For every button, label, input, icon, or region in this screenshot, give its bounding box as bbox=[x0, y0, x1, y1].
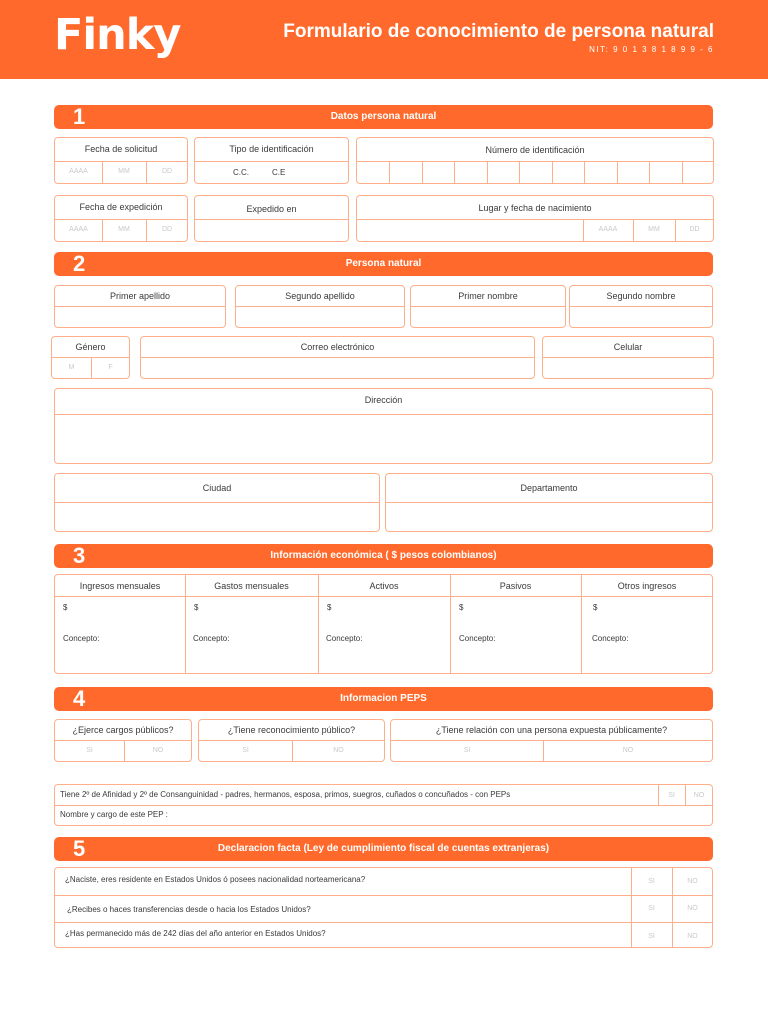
section-title: Informacion PEPS bbox=[340, 693, 427, 704]
facta-q1-no-option[interactable]: NO bbox=[687, 878, 698, 885]
segundo-apellido-field[interactable] bbox=[235, 285, 405, 328]
section-title: Datos persona natural bbox=[330, 111, 437, 122]
field-label: Fecha de expedición bbox=[79, 202, 163, 212]
ingresos-concepto-field[interactable]: Concepto: bbox=[63, 634, 100, 643]
question-label: ¿Ejerce cargos públicos? bbox=[72, 725, 174, 735]
field-label: Primer apellido bbox=[109, 291, 171, 301]
facta-question-3: ¿Has permanecido más de 242 días del año anterior en Estados Unidos? bbox=[65, 929, 326, 938]
question-label: ¿Tiene reconocimiento público? bbox=[227, 725, 356, 735]
no-option[interactable]: NO bbox=[622, 747, 634, 754]
field-label: Género bbox=[75, 342, 106, 352]
fecha-solicitud-field[interactable] bbox=[54, 137, 188, 184]
field-label: Tipo de identificación bbox=[229, 144, 314, 154]
si-option[interactable]: SI bbox=[86, 747, 93, 754]
field-label: Segundo apellido bbox=[285, 291, 355, 301]
primer-apellido-field[interactable] bbox=[54, 285, 226, 328]
field-label: Correo electrónico bbox=[300, 342, 375, 352]
section-number: 3 bbox=[73, 543, 86, 568]
facta-q2-si-option[interactable]: SI bbox=[648, 905, 655, 912]
correo-field[interactable] bbox=[140, 336, 535, 379]
section-4-bar bbox=[54, 687, 713, 711]
option-ce[interactable]: C.E bbox=[272, 168, 286, 177]
gender-f-option[interactable]: F bbox=[108, 364, 113, 371]
day-placeholder[interactable]: DD bbox=[161, 226, 173, 233]
year-placeholder[interactable]: AAAA bbox=[598, 226, 618, 233]
section-2-bar bbox=[54, 252, 713, 276]
ciudad-field[interactable] bbox=[54, 473, 380, 532]
facta-q1-si-option[interactable]: SI bbox=[648, 878, 655, 885]
section-3-bar bbox=[54, 544, 713, 568]
section-number: 1 bbox=[73, 104, 86, 129]
facta-question-2: ¿Recibes o haces transferencias desde o hacia los Estados Unidos? bbox=[67, 905, 311, 914]
si-option[interactable]: SI bbox=[242, 747, 249, 754]
col-activos-header: Activos bbox=[369, 581, 399, 591]
field-label: Segundo nombre bbox=[606, 291, 676, 301]
day-placeholder[interactable]: DD bbox=[161, 168, 173, 175]
expedido-en-field[interactable] bbox=[194, 195, 349, 242]
lugar-fecha-nacimiento-field[interactable] bbox=[356, 195, 714, 242]
field-label: Dirección bbox=[364, 395, 403, 405]
gastos-concepto-field[interactable]: Concepto: bbox=[193, 634, 230, 643]
facta-q3-si-option[interactable]: SI bbox=[648, 933, 655, 940]
gastos-amount-field[interactable]: $ bbox=[194, 603, 199, 612]
otros-amount-field[interactable]: $ bbox=[593, 603, 598, 612]
segundo-nombre-field[interactable] bbox=[569, 285, 713, 328]
section-title: Persona natural bbox=[345, 258, 422, 269]
nombre-cargo-field[interactable]: Nombre y cargo de este PEP : bbox=[60, 810, 168, 819]
month-placeholder[interactable]: MM bbox=[118, 168, 130, 175]
col-otros-header: Otros ingresos bbox=[617, 581, 677, 591]
primer-nombre-field[interactable] bbox=[410, 285, 566, 328]
afinidad-no-option[interactable]: NO bbox=[693, 792, 705, 799]
month-placeholder[interactable]: MM bbox=[648, 226, 660, 233]
field-label: Ciudad bbox=[202, 483, 232, 493]
field-label: Expedido en bbox=[246, 204, 297, 214]
year-placeholder[interactable]: AAAA bbox=[69, 168, 88, 175]
section-5-bar bbox=[54, 837, 713, 861]
field-label: Departamento bbox=[520, 483, 578, 493]
month-placeholder[interactable]: MM bbox=[118, 226, 130, 233]
field-label: Primer nombre bbox=[458, 291, 518, 301]
brand-logo: Finky bbox=[54, 10, 181, 60]
genero-field[interactable] bbox=[51, 336, 130, 379]
header-banner bbox=[0, 0, 768, 79]
numero-identificacion-field[interactable] bbox=[356, 137, 714, 184]
field-label: Lugar y fecha de nacimiento bbox=[478, 203, 592, 213]
field-label: Celular bbox=[613, 342, 643, 352]
tipo-identificacion-field[interactable] bbox=[194, 137, 349, 184]
facta-q2-no-option[interactable]: NO bbox=[687, 905, 698, 912]
gender-m-option[interactable]: M bbox=[68, 364, 75, 371]
field-label: Número de identificación bbox=[485, 145, 585, 155]
si-option[interactable]: SI bbox=[463, 747, 471, 754]
celular-field[interactable] bbox=[542, 336, 714, 379]
form-title: Formulario de conocimiento de persona natural bbox=[283, 21, 714, 42]
afinidad-pep-table bbox=[54, 784, 713, 826]
section-1-bar bbox=[54, 105, 713, 129]
cargos-publicos-field[interactable] bbox=[54, 719, 192, 762]
facta-table bbox=[54, 867, 713, 948]
section-title: Información económica ( $ pesos colombianos) bbox=[270, 550, 497, 561]
section-number: 4 bbox=[73, 686, 86, 711]
fecha-expedicion-field[interactable] bbox=[54, 195, 188, 242]
otros-concepto-field[interactable]: Concepto: bbox=[592, 634, 629, 643]
col-pasivos-header: Pasivos bbox=[499, 581, 532, 591]
afinidad-question: Tiene 2º de Afinidad y 2º de Consanguinidad - padres, hermanos, esposa, primos, suegros, cuñados o concuñados - con PEPs bbox=[60, 790, 511, 799]
nit-number: NIT: 9 0 1 3 8 1 8 9 9 - 6 bbox=[589, 45, 714, 54]
pasivos-concepto-field[interactable]: Concepto: bbox=[459, 634, 496, 643]
activos-concepto-field[interactable]: Concepto: bbox=[326, 634, 363, 643]
ingresos-amount-field[interactable]: $ bbox=[63, 603, 68, 612]
afinidad-si-option[interactable]: SI bbox=[668, 792, 675, 799]
no-option[interactable]: NO bbox=[333, 747, 344, 754]
section-number: 2 bbox=[73, 251, 86, 276]
direccion-field[interactable] bbox=[54, 388, 713, 464]
activos-amount-field[interactable]: $ bbox=[327, 603, 332, 612]
departamento-field[interactable] bbox=[385, 473, 713, 532]
col-gastos-header: Gastos mensuales bbox=[214, 581, 289, 591]
relacion-pep-field[interactable] bbox=[390, 719, 713, 762]
reconocimiento-publico-field[interactable] bbox=[198, 719, 385, 762]
pasivos-amount-field[interactable]: $ bbox=[459, 603, 464, 612]
question-label: ¿Tiene relación con una persona expuesta públicamente? bbox=[435, 725, 668, 735]
year-placeholder[interactable]: AAAA bbox=[69, 226, 88, 233]
section-title: Declaracion facta (Ley de cumplimiento fiscal de cuentas extranjeras) bbox=[217, 843, 550, 854]
day-placeholder[interactable]: DD bbox=[689, 226, 700, 233]
facta-question-1: ¿Naciste, eres residente en Estados Unidos ó posees nacionalidad norteamericana? bbox=[65, 875, 366, 884]
option-cc[interactable]: C.C. bbox=[233, 168, 249, 177]
field-label: Fecha de solicitud bbox=[84, 144, 158, 154]
col-ingresos-header: Ingresos mensuales bbox=[79, 581, 161, 591]
economic-table bbox=[54, 574, 713, 674]
facta-q3-no-option[interactable]: NO bbox=[687, 933, 698, 940]
section-number: 5 bbox=[73, 836, 86, 861]
no-option[interactable]: NO bbox=[152, 747, 164, 754]
